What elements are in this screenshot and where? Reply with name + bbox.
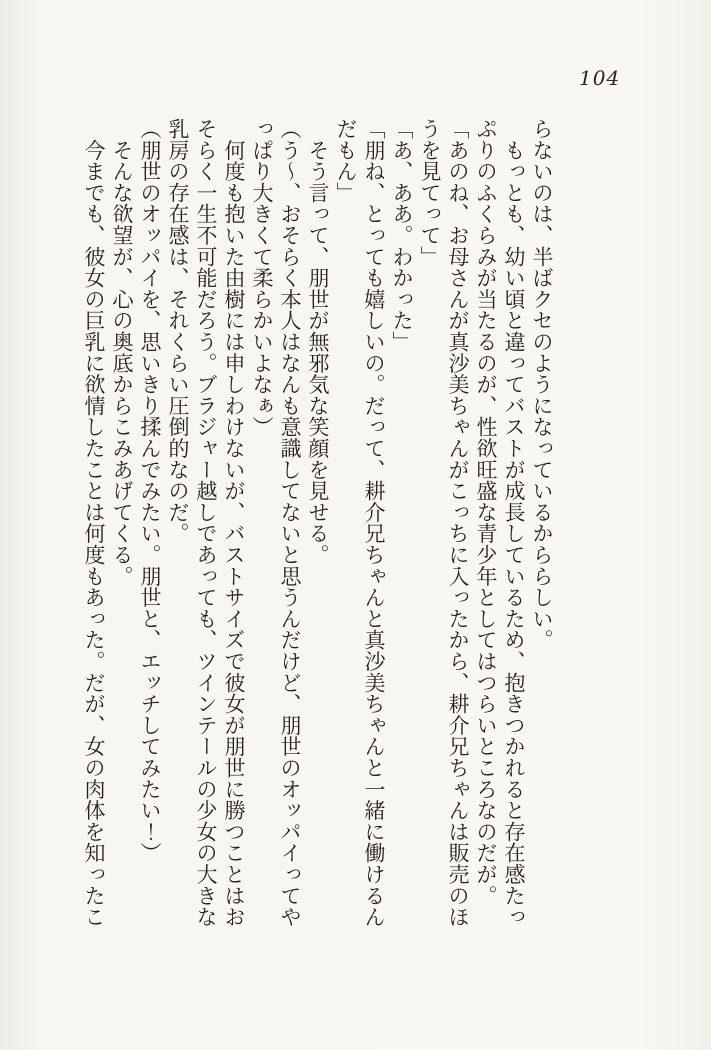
text-line: 「朋ね、とっても嬉しいの。だって、耕介兄ちゃんと真沙美ちゃんと一緒に働けるん [362, 118, 386, 928]
text-line: 何度も抱いた由樹には申しわけないが、バストサイズで彼女が朋世に勝つことはお [222, 118, 246, 928]
text-line: そう言って、朋世が無邪気な笑顔を見せる。 [306, 118, 330, 566]
text-line: 今までも、彼女の巨乳に欲情したことは何度もあった。だが、女の肉体を知ったこ [82, 118, 106, 928]
text-line: だもん」 [334, 118, 358, 204]
text-line: 「あのね、お母さんが真沙美ちゃんがこっちに入ったから、耕介兄ちゃんは販売のほ [446, 118, 470, 928]
text-line: ぷりのふくらみが当たるのが、性欲旺盛な青少年としてはつらいところなのだが。 [474, 118, 498, 907]
text-block [80, 118, 556, 958]
text-line: 「あ、ああ。わかった」 [390, 118, 414, 353]
text-line: （朋世のオッパイを、思いきり揉んでみたい。朋世と、エッチしてみたい！） [138, 118, 162, 864]
text-line: 乳房の存在感は、それくらい圧倒的なのだ。 [166, 118, 190, 544]
text-line: もっとも、幼い頃と違ってバストが成長しているため、抱きつかれると存在感たっ [502, 118, 526, 928]
text-line: （う～、おそらく本人はなんも意識してないと思うんだけど、朋世のオッパイってや [278, 118, 302, 928]
text-line: うを見てって」 [418, 118, 442, 268]
text-line: そんな欲望が、心の奥底からこみあげてくる。 [110, 118, 134, 587]
page-number: 104 [579, 66, 621, 90]
text-line: らないのは、半ばクセのようになっているかららしい。 [530, 118, 554, 651]
text-line: そらく一生不可能だろう。ブラジャー越しであっても、ツインテールの少女の大きな [194, 118, 218, 928]
text-line: っぱり大きくて柔らかいよなぁ） [250, 118, 274, 438]
